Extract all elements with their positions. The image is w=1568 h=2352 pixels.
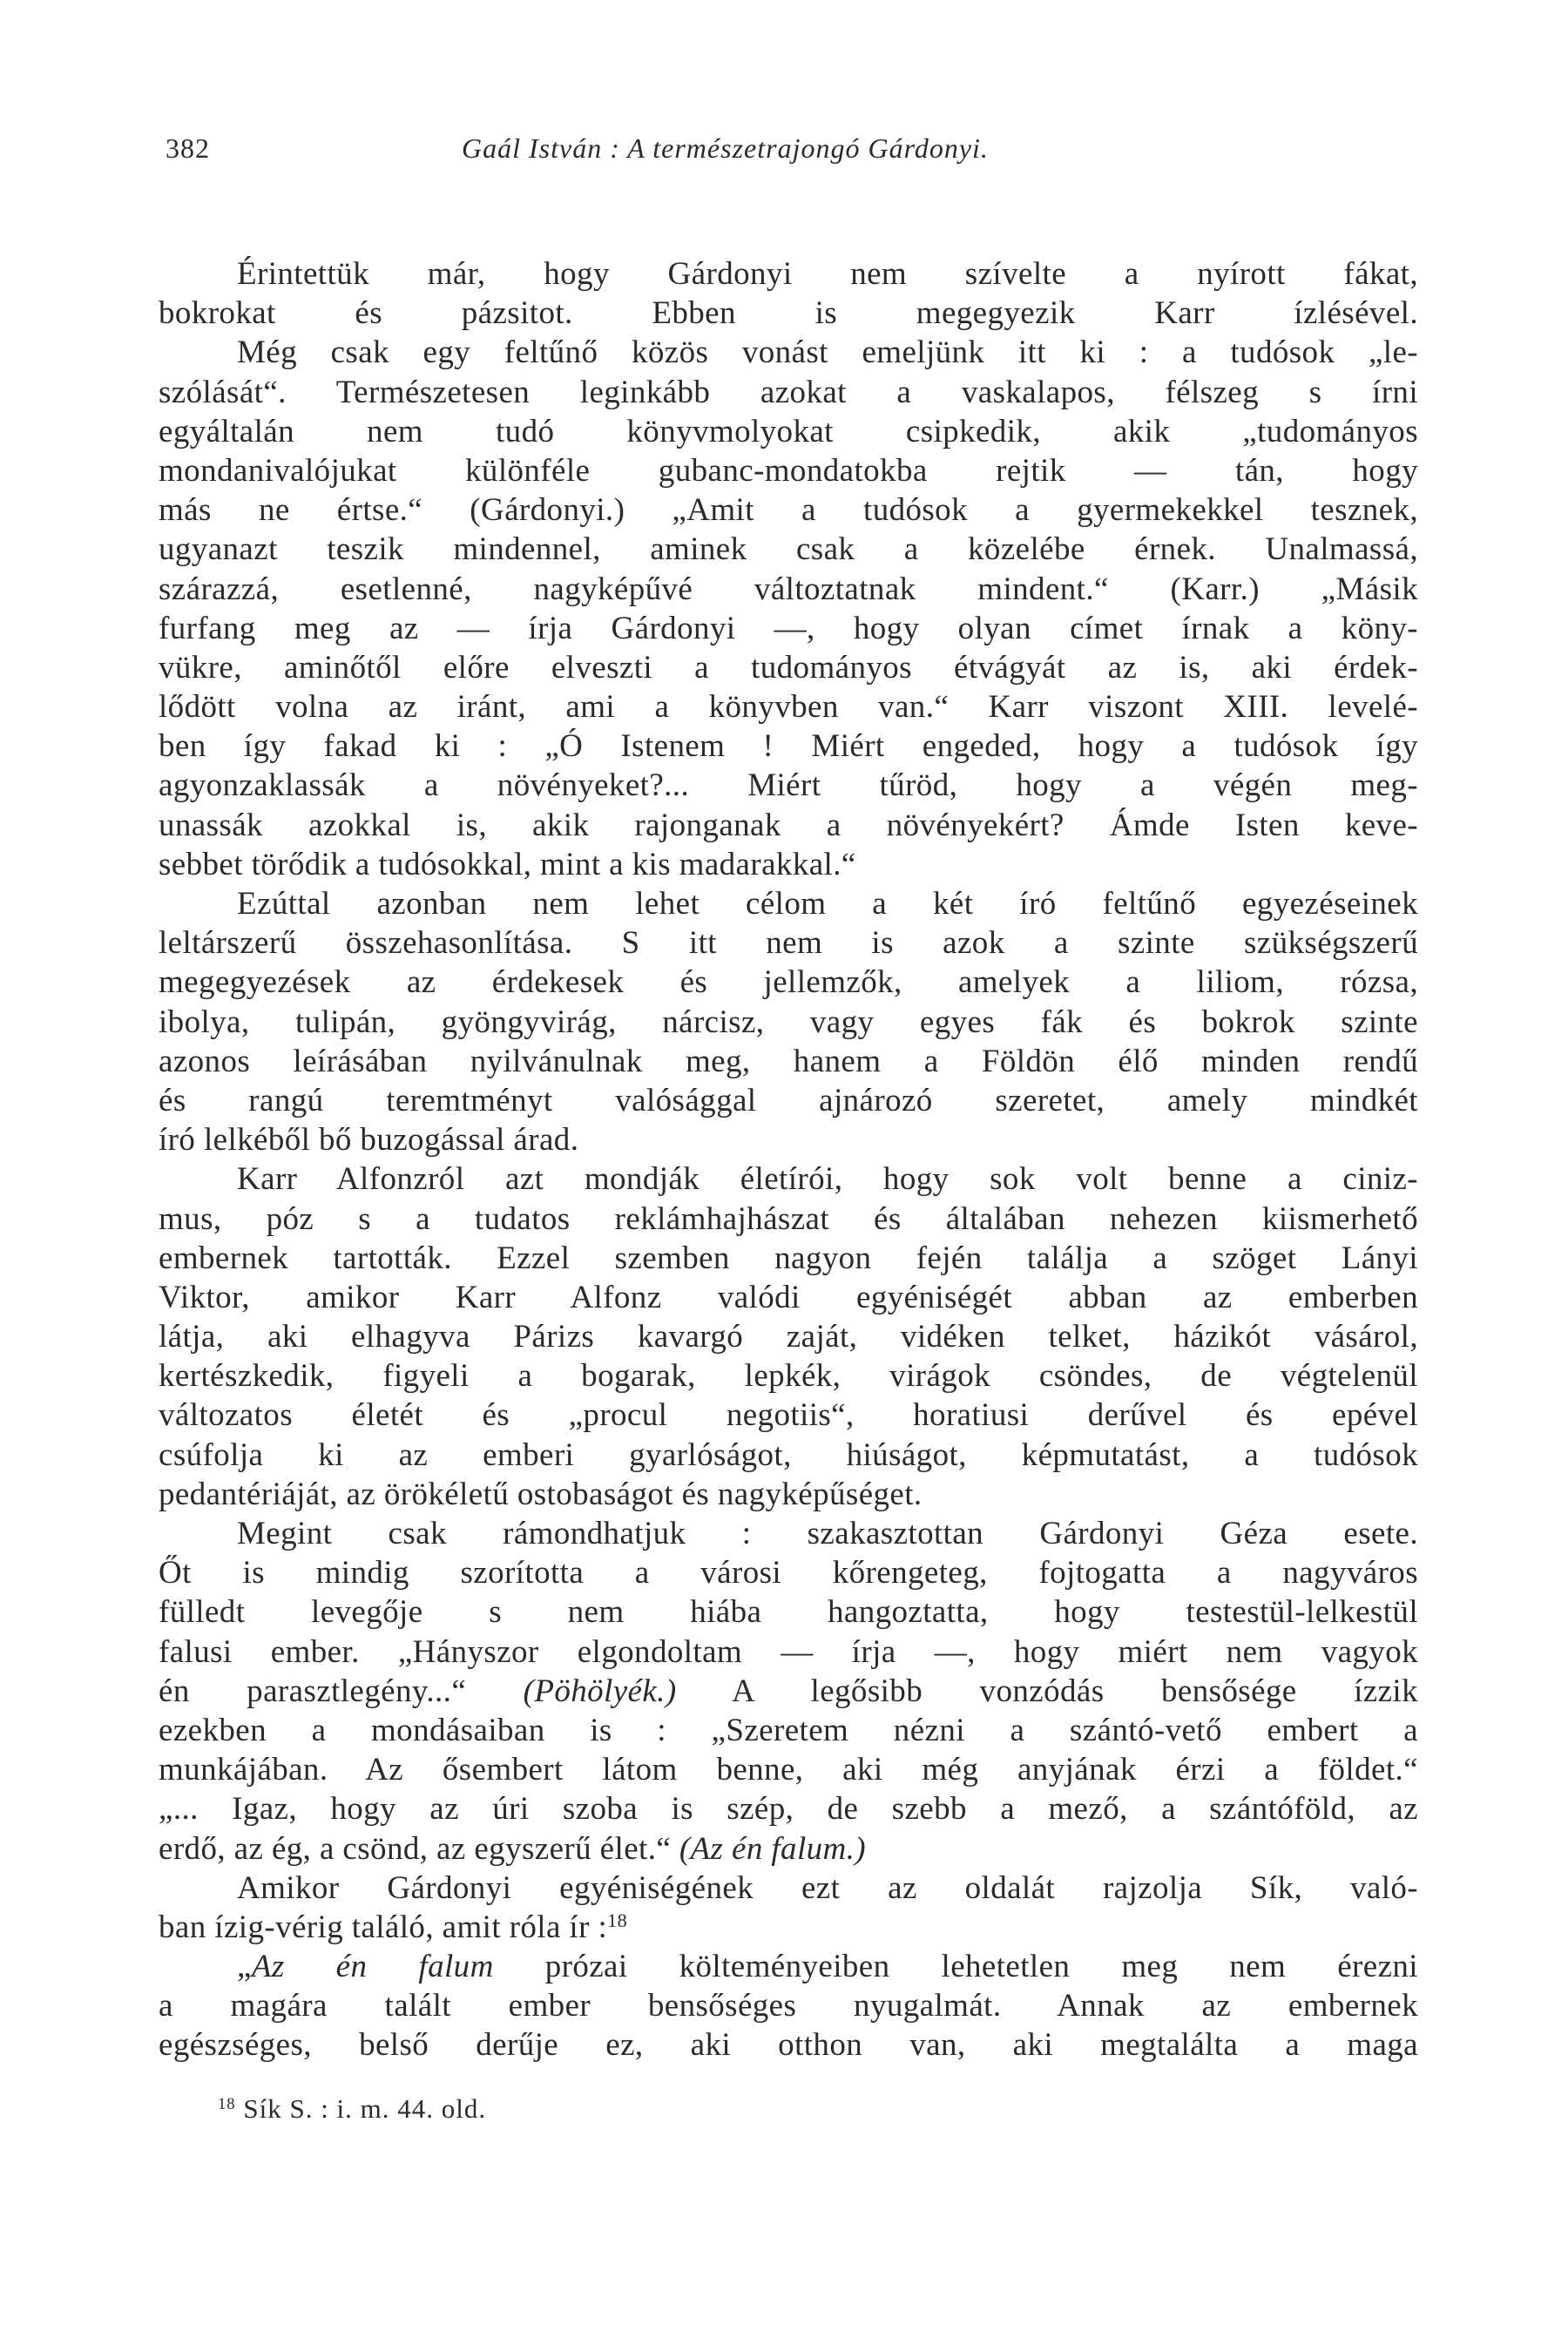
text-line: csúfolja ki az emberi gyarlóságot, hiúságot, képmutatást, a tudósok [159, 1436, 1418, 1473]
text-line: pedantériáját, az örökéletű ostobaságot és nagyképűséget. [159, 1476, 923, 1512]
footnote-number: 18 [218, 2094, 236, 2113]
text-line: a magára talált ember bensőséges nyugalmát. Annak az embernek [159, 1988, 1418, 2024]
text-line: embernek tartották. Ezzel szemben nagyon fején találja a szöget Lányi [159, 1240, 1418, 1276]
text-line: fülledt levegője s nem hiába hangoztatta, hogy testestül-lelkestül [159, 1594, 1418, 1631]
text-line: falusi ember. „Hányszor elgondoltam — írja —, hogy miért nem vagyok [159, 1633, 1418, 1670]
text-line: unassák azokkal is, akik rajonganak a növényekért? Ámde Isten keve- [159, 807, 1418, 843]
text-line-quote [159, 1947, 1418, 1986]
text-line: Amikor Gárdonyi egyéniségének ezt az oldalát rajzolja Sík, való- [237, 1869, 1418, 1906]
text-line: Őt is mindig szorította a városi kőrengeteg, fojtogatta a nagyváros [159, 1555, 1418, 1592]
text-line: Megint csak rámondhatjuk : szakasztottan Gárdonyi Géza esete. [237, 1516, 1418, 1551]
text-line: Érintettük már, hogy Gárdonyi nem szívelte a nyírott fákat, [237, 256, 1418, 292]
text-line: sebbet törődik a tudósokkal, mint a kis madarakkal.“ [159, 846, 856, 882]
line-segment: erdő, az ég, a csönd, az egyszerű élet.“ [159, 1830, 679, 1867]
text-line: Karr Alfonzról azt mondják életírói, hogy sok volt benne a ciniz- [237, 1161, 1418, 1198]
line-segment: én parasztlegény...“ [159, 1673, 524, 1709]
page-number: 382 [166, 132, 210, 164]
footnote [218, 2093, 486, 2125]
text-line: egészséges, belső derűje ez, aki otthon van, aki megtalálta a maga [159, 2027, 1418, 2064]
text-line: író lelkéből bő buzogással árad. [159, 1122, 579, 1159]
footnote-text: Sík S. : i. m. 44. old. [235, 2093, 487, 2124]
body-text [159, 254, 1418, 2065]
work-title-falum: (Az én falum.) [679, 1830, 867, 1867]
text-line: ibolya, tulipán, gyöngyvirág, nárcisz, vagy egyes fák és bokrok szinte [159, 1004, 1418, 1040]
text-line: Ezúttal azonban nem lehet célom a két író feltűnő egyezéseinek [237, 886, 1418, 922]
text-line: munkájában. Az ősembert látom benne, aki még anyjának érzi a földet.“ [159, 1752, 1418, 1788]
text-line: változatos életét és „procul negotiis“, horatiusi derűvel és epével [159, 1397, 1418, 1434]
page-header [166, 132, 1420, 176]
text-line: más ne értse.“ (Gárdonyi.) „Amit a tudósok a gyermekekkel tesznek, [159, 492, 1418, 529]
text-line: kertészkedik, figyeli a bogarak, lepkék, virágok csöndes, de végtelenül [159, 1358, 1418, 1395]
text-line: szólását“. Természetesen leginkább azokat a vaskalapos, félszeg s írni [159, 374, 1418, 410]
text-line: leltárszerű összehasonlítása. S itt nem is azok a szinte szükségszerű [159, 925, 1418, 962]
text-line: látja, aki elhagyva Párizs kavargó zaját, vidéken telket, házikót vásárol, [159, 1319, 1418, 1355]
footnote-reference[interactable]: 18 [607, 1909, 628, 1931]
text-line: Viktor, amikor Karr Alfonz valódi egyéniségét abban az emberben [159, 1279, 1418, 1315]
text-line: Még csak egy feltűnő közös vonást emeljünk itt ki : a tudósok „le- [237, 335, 1418, 371]
work-title-falum-quote: Az én falum [251, 1949, 494, 1985]
text-line: és rangú teremtményt valósággal ajnározó szeretet, amely mindkét [159, 1082, 1418, 1119]
text-line: furfang meg az — írja Gárdonyi —, hogy olyan címet írnak a köny- [159, 610, 1418, 646]
text-line: vükre, aminőtől előre elveszti a tudományos étvágyát az is, aki érdek- [159, 649, 1418, 686]
text-line: mondanivalójukat különféle gubanc-mondatokba rejtik — tán, hogy [159, 452, 1418, 489]
text-line: ezekben a mondásaiban is : „Szeretem nézni a szántó-vető embert a [159, 1712, 1418, 1748]
text-line-pohölyek [159, 1672, 1418, 1711]
text-line-sik [159, 1908, 1418, 1947]
text-line: szárazzá, esetlenné, nagyképűvé változtatnak mindent.“ (Karr.) „Másik [159, 571, 1418, 607]
line-segment: prózai költeményeiben lehetetlen meg nem érezni [493, 1949, 1418, 1985]
text-line: lődött volna az iránt, ami a könyvben van.“ Karr viszont XIII. levelé- [159, 689, 1418, 726]
text-line: bokrokat és pázsitot. Ebben is megegyezik Karr ízlésével. [159, 295, 1418, 332]
work-title-pohölyek: (Pöhölyék.) [523, 1673, 677, 1709]
text-line: egyáltalán nem tudó könyvmolyokat csipkedik, akik „tudományos [159, 413, 1418, 449]
text-line: ugyanazt teszik mindennel, aminek csak a közelébe érnek. Unalmassá, [159, 531, 1418, 568]
line-segment: „ [237, 1949, 252, 1985]
text-line: megegyezések az érdekesek és jellemzők, amelyek a liliom, rózsa, [159, 964, 1418, 1001]
text-line: „... Igaz, hogy az úri szoba is szép, de szebb a mező, a szántóföld, az [159, 1791, 1418, 1828]
text-line-falum [159, 1829, 1418, 1869]
text-line: azonos leírásában nyilvánulnak meg, hanem a Földön élő minden rendű [159, 1043, 1418, 1079]
line-segment: ban ízig-vérig találó, amit róla ír : [159, 1909, 608, 1945]
text-line: agyonzaklassák a növényeket?... Miért tűröd, hogy a végén meg- [159, 767, 1418, 804]
text-line: mus, póz s a tudatos reklámhajhászat és általában nehezen kiismerhető [159, 1200, 1418, 1237]
running-title: Gaál István : A természetrajongó Gárdonyi. [462, 132, 989, 164]
line-segment: A legősibb vonzódás bensősége ízzik [676, 1673, 1418, 1709]
text-line: ben így fakad ki : „Ó Istenem ! Miért engeded, hogy a tudósok így [159, 728, 1418, 765]
